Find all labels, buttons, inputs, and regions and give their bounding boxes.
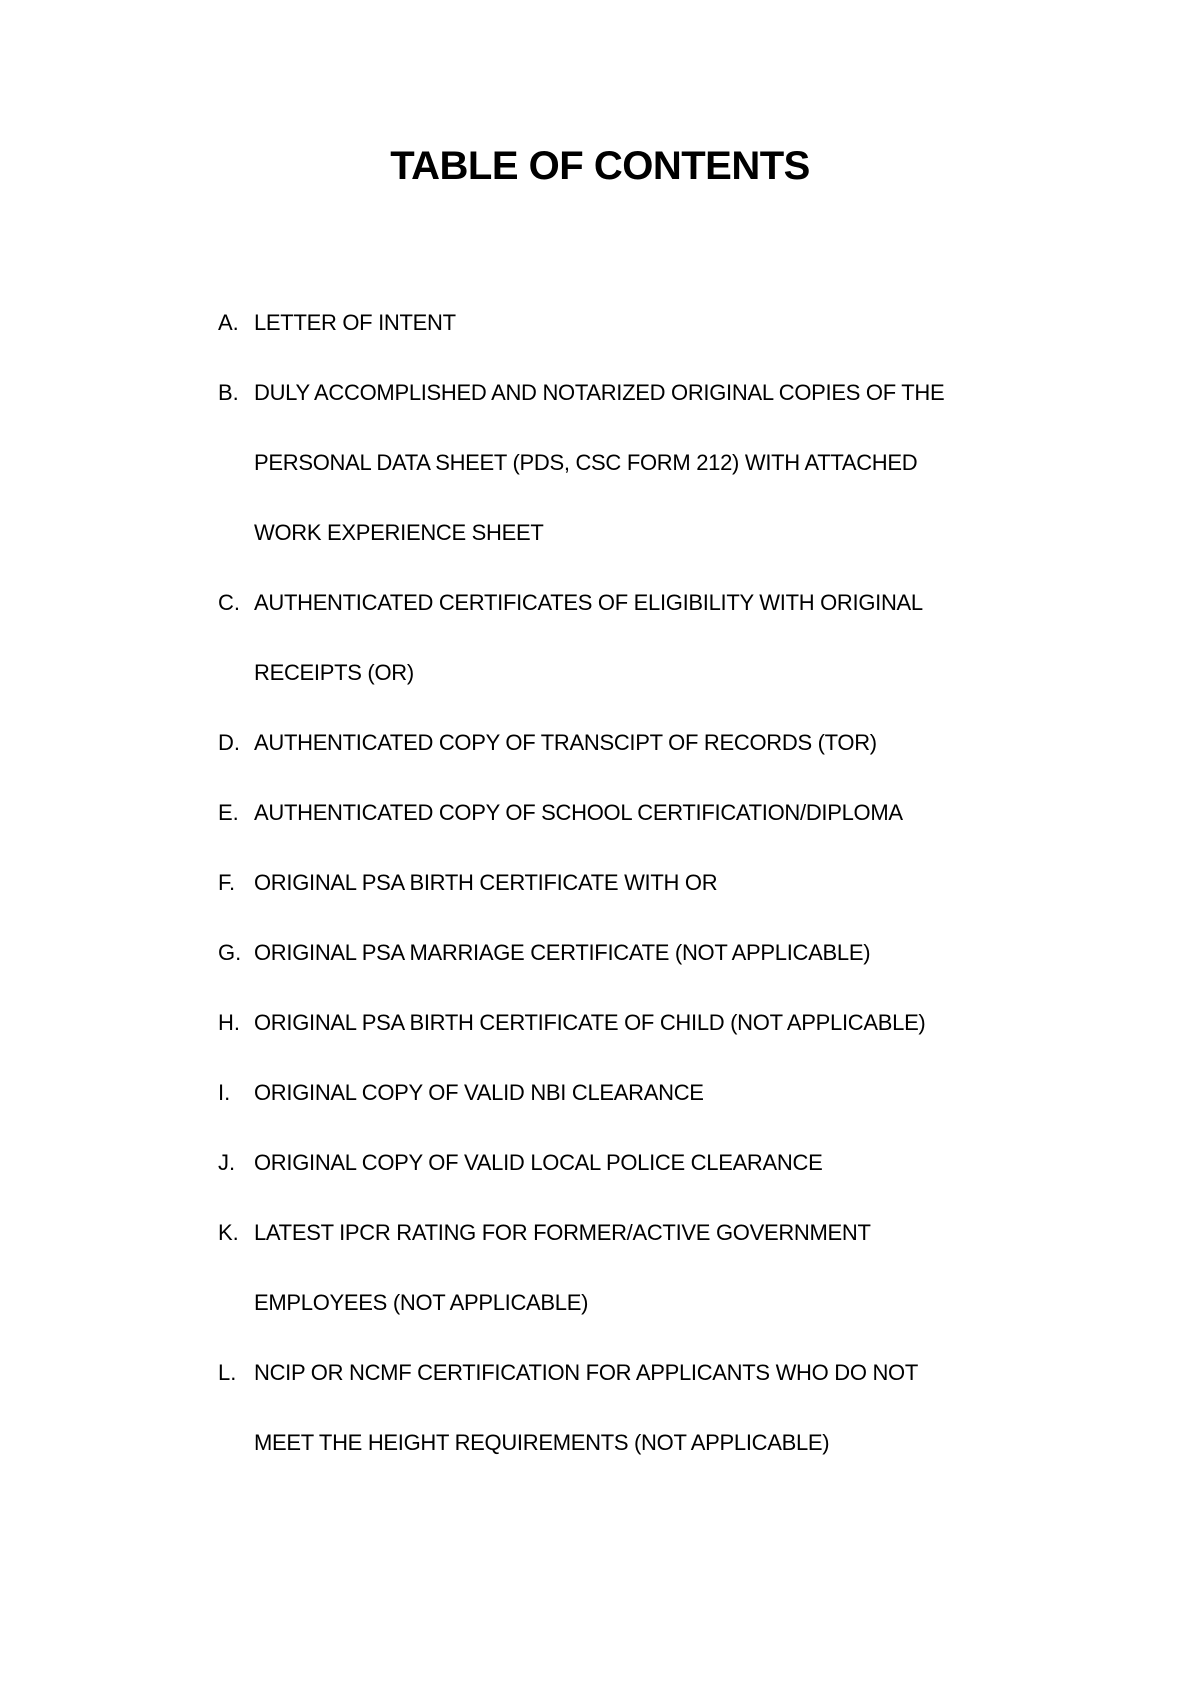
toc-item-letter: D. bbox=[218, 730, 240, 755]
toc-item bbox=[218, 778, 1098, 848]
toc-item-letter: B. bbox=[218, 380, 239, 405]
toc-item bbox=[218, 288, 1098, 358]
toc-item-line: ORIGINAL PSA BIRTH CERTIFICATE OF CHILD (NOT APPLICABLE) bbox=[254, 1010, 926, 1035]
toc-item-line: LETTER OF INTENT bbox=[254, 310, 456, 335]
toc-item bbox=[218, 1338, 1098, 1478]
toc-item-text bbox=[254, 708, 1098, 778]
toc-item bbox=[218, 918, 1098, 988]
toc-item-line: AUTHENTICATED CERTIFICATES OF ELIGIBILITY WITH ORIGINAL bbox=[254, 590, 923, 615]
toc-item-line: PERSONAL DATA SHEET (PDS, CSC FORM 212) WITH ATTACHED bbox=[254, 450, 918, 475]
toc-item bbox=[218, 708, 1098, 778]
toc-item-text bbox=[254, 288, 1098, 358]
toc-item bbox=[218, 358, 1098, 568]
toc-item-text bbox=[254, 778, 1098, 848]
toc-item bbox=[218, 1058, 1098, 1128]
toc-item-line: ORIGINAL COPY OF VALID NBI CLEARANCE bbox=[254, 1080, 704, 1105]
toc-item bbox=[218, 1128, 1098, 1198]
toc-item-line: WORK EXPERIENCE SHEET bbox=[254, 520, 544, 545]
toc-item-letter: G. bbox=[218, 940, 242, 965]
toc-item bbox=[218, 988, 1098, 1058]
toc-item-text bbox=[254, 1128, 1098, 1198]
toc-item-text bbox=[254, 918, 1098, 988]
toc-item-line: NCIP OR NCMF CERTIFICATION FOR APPLICANTS WHO DO NOT bbox=[254, 1360, 918, 1385]
toc-item-text bbox=[254, 848, 1098, 918]
toc-item-text bbox=[254, 988, 1098, 1058]
toc-item-text bbox=[254, 358, 1098, 568]
toc-item-line: DULY ACCOMPLISHED AND NOTARIZED ORIGINAL COPIES OF THE bbox=[254, 380, 945, 405]
toc-item-letter: A. bbox=[218, 310, 239, 335]
toc-item-line: AUTHENTICATED COPY OF SCHOOL CERTIFICATION/DIPLOMA bbox=[254, 800, 903, 825]
table-of-contents-list bbox=[218, 288, 1098, 1478]
toc-item-letter: J. bbox=[218, 1150, 236, 1175]
toc-item-line: ORIGINAL PSA MARRIAGE CERTIFICATE (NOT APPLICABLE) bbox=[254, 940, 871, 965]
toc-item-line: EMPLOYEES (NOT APPLICABLE) bbox=[254, 1290, 589, 1315]
toc-item-letter: E. bbox=[218, 800, 239, 825]
toc-item-text bbox=[254, 1198, 1098, 1338]
toc-item-letter: L. bbox=[218, 1360, 237, 1385]
toc-item-line: ORIGINAL COPY OF VALID LOCAL POLICE CLEARANCE bbox=[254, 1150, 823, 1175]
toc-item-letter: F. bbox=[218, 870, 236, 895]
toc-item-line: RECEIPTS (OR) bbox=[254, 660, 414, 685]
toc-item-line: ORIGINAL PSA BIRTH CERTIFICATE WITH OR bbox=[254, 870, 718, 895]
toc-item-letter: H. bbox=[218, 1010, 240, 1035]
toc-item-letter: K. bbox=[218, 1220, 239, 1245]
toc-item-line: AUTHENTICATED COPY OF TRANSCIPT OF RECORDS (TOR) bbox=[254, 730, 877, 755]
toc-item-letter: C. bbox=[218, 590, 240, 615]
toc-item-line: MEET THE HEIGHT REQUIREMENTS (NOT APPLICABLE) bbox=[254, 1430, 830, 1455]
toc-item bbox=[218, 848, 1098, 918]
page-title: TABLE OF CONTENTS bbox=[390, 144, 810, 188]
toc-item bbox=[218, 1198, 1098, 1338]
toc-item-text bbox=[254, 568, 1098, 708]
toc-item-letter: I. bbox=[218, 1080, 231, 1105]
toc-item-line: LATEST IPCR RATING FOR FORMER/ACTIVE GOVERNMENT bbox=[254, 1220, 871, 1245]
toc-item bbox=[218, 568, 1098, 708]
toc-item-text bbox=[254, 1338, 1098, 1478]
toc-item-text bbox=[254, 1058, 1098, 1128]
